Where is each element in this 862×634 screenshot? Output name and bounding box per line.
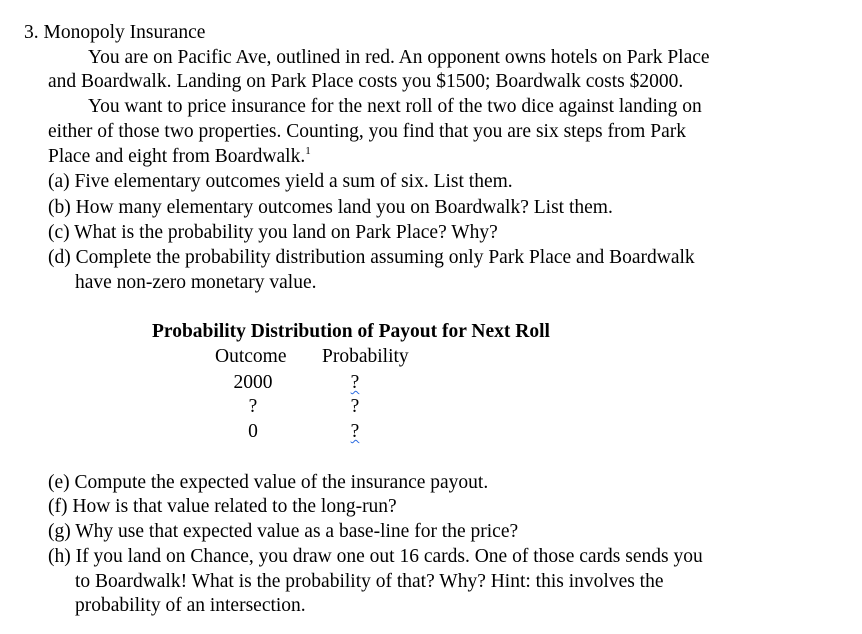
row-probability: ? xyxy=(350,396,360,417)
footnote-mark: 1 xyxy=(305,145,311,157)
header-probability: Probability xyxy=(322,346,409,367)
row-outcome: ? xyxy=(248,396,258,417)
row-probability xyxy=(315,371,395,395)
question-h-cont: probability of an intersection. xyxy=(75,595,306,616)
question-h-cont: to Boardwalk! What is the probability of that? Why? Hint: this involves the xyxy=(75,571,664,592)
question-h: (h) If you land on Chance, you draw one out 16 cards. One of those cards sends you xyxy=(48,546,703,567)
question-d: (d) Complete the probability distribution assuming only Park Place and Boardwalk xyxy=(48,247,695,268)
row-probability-value: ? xyxy=(350,372,360,393)
row-probability-value: ? xyxy=(350,421,360,442)
problem-title: 3. Monopoly Insurance xyxy=(24,22,206,43)
question-e: (e) Compute the expected value of the insurance payout. xyxy=(48,472,489,493)
paragraph-line: You want to price insurance for the next roll of the two dice against landing on xyxy=(88,96,702,117)
question-c: (c) What is the probability you land on Park Place? Why? xyxy=(48,222,498,243)
question-f: (f) How is that value related to the long-run? xyxy=(48,496,397,517)
question-g: (g) Why use that expected value as a base-line for the price? xyxy=(48,521,519,542)
question-b: (b) How many elementary outcomes land you on Boardwalk? List them. xyxy=(48,197,613,218)
row-outcome: 2000 xyxy=(233,372,273,393)
question-a: (a) Five elementary outcomes yield a sum of six. List them. xyxy=(48,171,513,192)
paragraph-text: Place and eight from Boardwalk. xyxy=(48,146,306,167)
paragraph-line xyxy=(48,145,311,169)
paragraph-line: You are on Pacific Ave, outlined in red. An opponent owns hotels on Park Place xyxy=(88,47,710,68)
header-outcome: Outcome xyxy=(215,346,287,367)
paragraph-line: either of those two properties. Counting, you find that you are six steps from Park xyxy=(48,121,686,142)
row-outcome: 0 xyxy=(248,421,258,442)
table-title: Probability Distribution of Payout for Next Roll xyxy=(152,321,550,342)
question-d-cont: have non-zero monetary value. xyxy=(75,272,317,293)
paragraph-line: and Boardwalk. Landing on Park Place costs you $1500; Boardwalk costs $2000. xyxy=(48,71,684,92)
row-probability xyxy=(315,420,395,444)
